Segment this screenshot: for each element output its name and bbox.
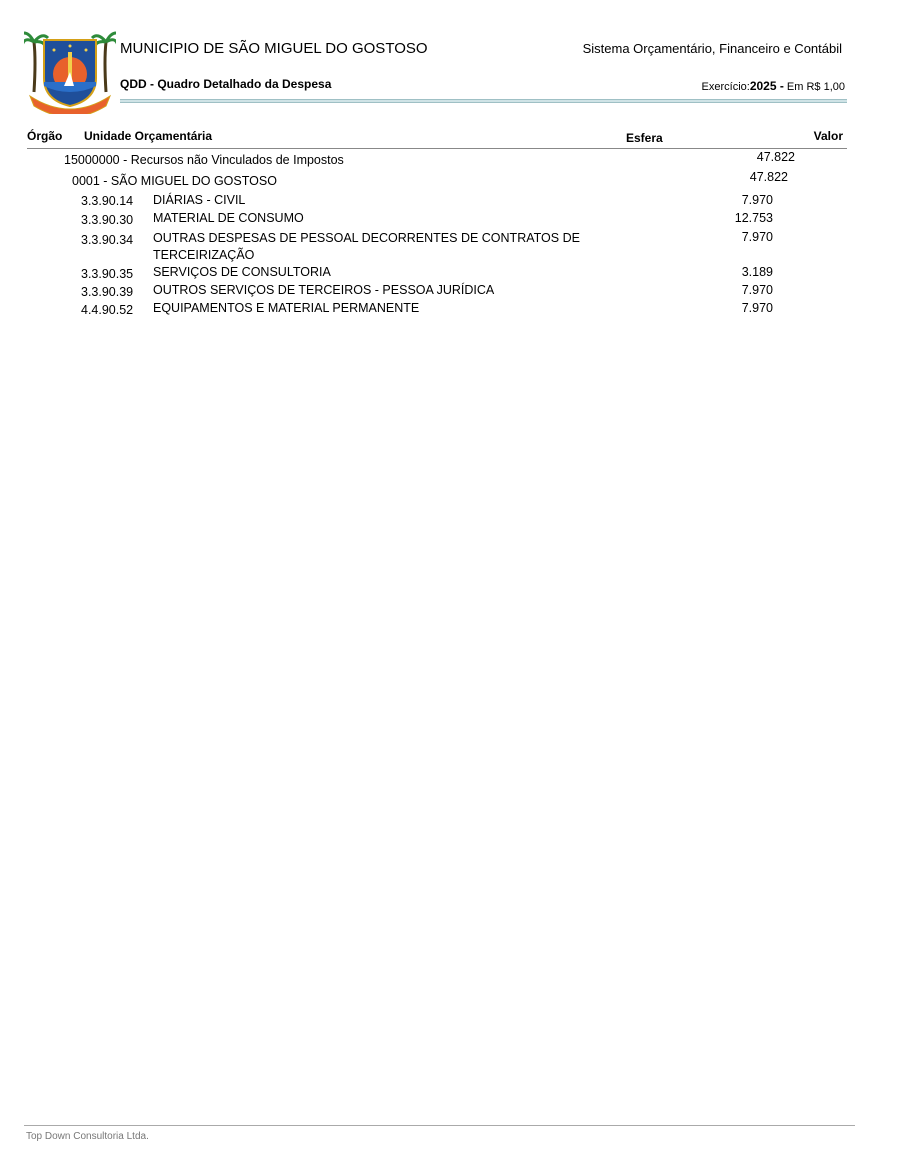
- municipality-name: MUNICIPIO DE SÃO MIGUEL DO GOSTOSO: [120, 40, 428, 57]
- item-value: 7.970: [741, 230, 773, 244]
- unit-group-value: 47.822: [749, 170, 788, 184]
- item-value: 3.189: [741, 265, 773, 279]
- report-title: QDD - Quadro Detalhado da Despesa: [120, 77, 332, 91]
- item-code: 3.3.90.14: [81, 194, 134, 208]
- resource-group-value: 47.822: [756, 150, 795, 164]
- item-code: 3.3.90.30: [81, 213, 134, 227]
- unit-group-label: 0001 - SÃO MIGUEL DO GOSTOSO: [72, 174, 277, 188]
- column-header-orgao: Órgão: [27, 129, 63, 143]
- item-value: 7.970: [741, 283, 773, 297]
- item-value: 7.970: [741, 193, 773, 207]
- municipal-coat-of-arms-icon: [24, 30, 116, 114]
- exercise-year: 2025 -: [749, 79, 784, 93]
- footer-company: Top Down Consultoria Ltda.: [26, 1131, 149, 1142]
- header-divider: [120, 99, 847, 103]
- item-description: OUTROS SERVIÇOS DE TERCEIROS - PESSOA JURÍDICA: [153, 283, 495, 297]
- item-description: OUTRAS DESPESAS DE PESSOAL DECORRENTES DE CONTRATOS DE TERCEIRIZAÇÃO: [153, 231, 580, 262]
- resource-group-label: 15000000 - Recursos não Vinculados de Impostos: [64, 153, 344, 167]
- item-code: 3.3.90.34: [81, 233, 134, 247]
- footer-divider: [24, 1125, 855, 1126]
- system-name: Sistema Orçamentário, Financeiro e Contábil: [582, 41, 842, 56]
- item-description: SERVIÇOS DE CONSULTORIA: [153, 265, 331, 279]
- exercise-info: [702, 79, 845, 93]
- item-description: MATERIAL DE CONSUMO: [153, 211, 304, 225]
- item-code: 3.3.90.35: [81, 267, 134, 281]
- column-header-esfera: Esfera: [626, 131, 663, 145]
- column-header-unidade: Unidade Orçamentária: [84, 129, 213, 143]
- exercise-label: Exercício:: [701, 81, 750, 93]
- currency-unit: Em R$ 1,00: [783, 81, 845, 93]
- item-code: 4.4.90.52: [81, 303, 134, 317]
- table-header-divider: [27, 148, 847, 149]
- item-value: 7.970: [741, 301, 773, 315]
- item-value: 12.753: [734, 211, 773, 225]
- column-header-valor: Valor: [813, 129, 843, 143]
- item-description: EQUIPAMENTOS E MATERIAL PERMANENTE: [153, 301, 420, 315]
- item-description: DIÁRIAS - CIVIL: [153, 193, 246, 207]
- item-code: 3.3.90.39: [81, 285, 134, 299]
